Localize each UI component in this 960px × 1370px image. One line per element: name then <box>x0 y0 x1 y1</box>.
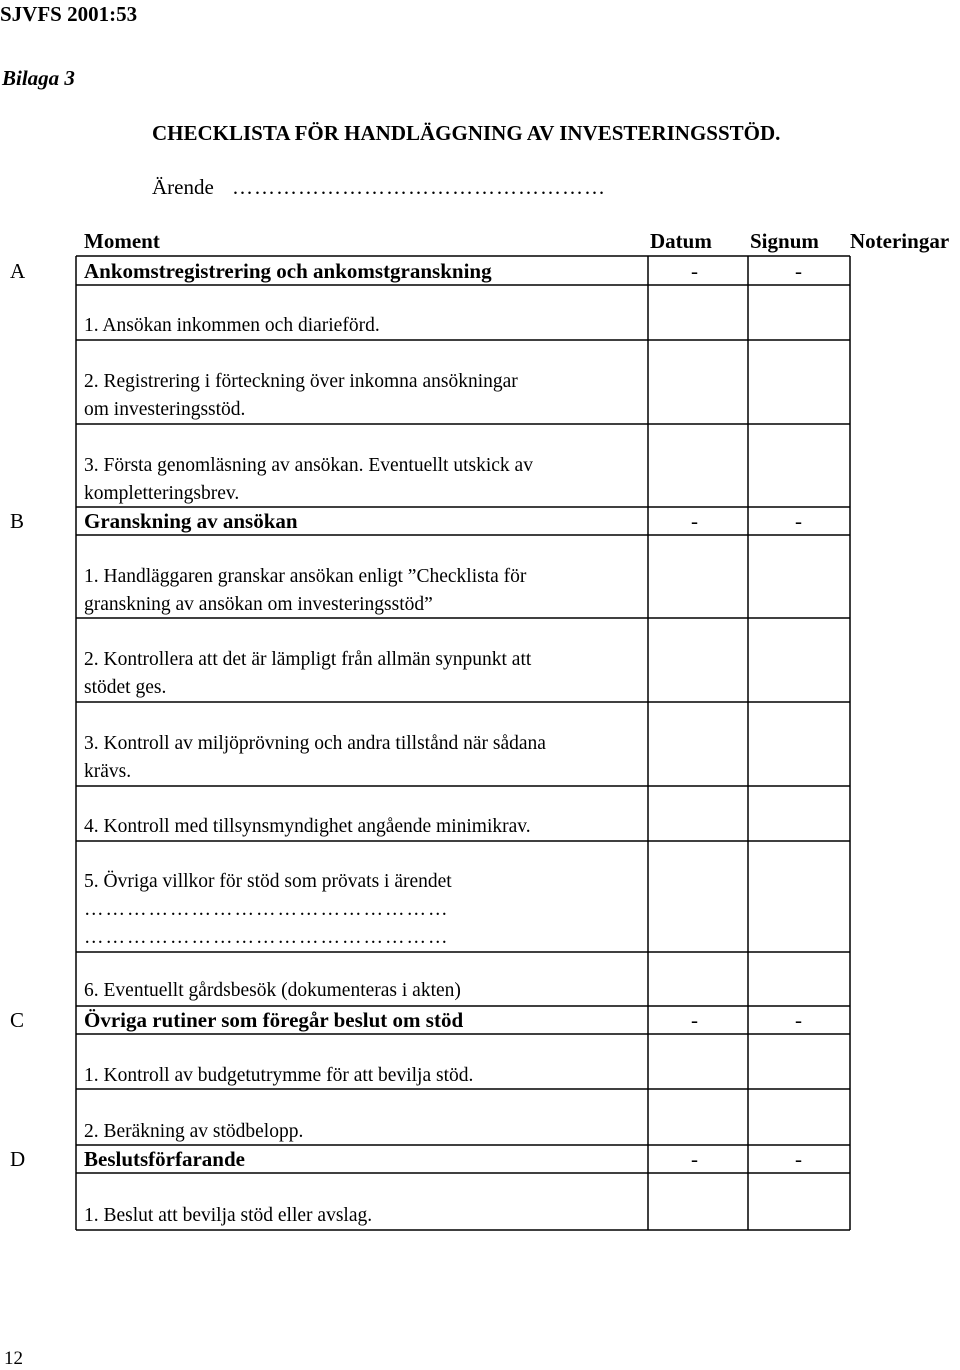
section-letter-b: B <box>10 509 25 533</box>
section-b-datum-dash: - <box>691 509 698 533</box>
section-b-signum-dash: - <box>795 509 802 533</box>
section-title-c: Övriga rutiner som föregår beslut om stöd <box>84 1008 464 1032</box>
page-number: 12 <box>4 1348 23 1369</box>
checklist-item-a3-line2: kompletteringsbrev. <box>84 483 240 504</box>
checklist-item-b4: 4. Kontroll med tillsynsmyndighet angående minimikrav. <box>84 816 531 837</box>
column-header-noteringar: Noteringar <box>850 229 950 253</box>
case-label: Ärende <box>152 175 214 199</box>
checklist-item-b2-line1: 2. Kontrollera att det är lämpligt från allmän synpunkt att <box>84 649 532 670</box>
checklist-item-b1-line2: granskning av ansökan om investeringsstöd” <box>84 594 433 615</box>
checklist-item-a2-line1: 2. Registrering i förteckning över inkomna ansökningar <box>84 371 518 392</box>
checklist-item-b3-line2: krävs. <box>84 761 132 782</box>
page-title: CHECKLISTA FÖR HANDLÄGGNING AV INVESTERINGSSTÖD. <box>152 121 781 145</box>
checklist-item-b3-line1: 3. Kontroll av miljöprövning och andra tillstånd när sådana <box>84 733 546 754</box>
section-d-signum-dash: - <box>795 1147 802 1171</box>
checklist-item-a2-line2: om investeringsstöd. <box>84 399 246 420</box>
checklist-item-c1: 1. Kontroll av budgetutrymme för att bevilja stöd. <box>84 1065 474 1086</box>
section-a-datum-dash: - <box>691 259 698 283</box>
document-code: SJVFS 2001:53 <box>0 2 138 26</box>
case-fill-line[interactable]: …………………………………………… <box>232 175 606 199</box>
section-letter-a: A <box>10 259 26 283</box>
section-title-a: Ankomstregistrering och ankomstgranskning <box>84 259 492 283</box>
checklist-item-d1: 1. Beslut att bevilja stöd eller avslag. <box>84 1205 373 1226</box>
section-letter-d: D <box>10 1147 26 1171</box>
checklist-item-a3-line1: 3. Första genomläsning av ansökan. Eventuellt utskick av <box>84 455 533 476</box>
checklist-item-b5-fill-line-1[interactable]: …………………………………………… <box>84 899 450 920</box>
checklist-item-b1-line1: 1. Handläggaren granskar ansökan enligt ”Checklista för <box>84 566 527 587</box>
checklist-item-b6: 6. Eventuellt gårdsbesök (dokumenteras i akten) <box>84 980 461 1001</box>
checklist-item-a1: 1. Ansökan inkommen och diarieförd. <box>84 315 380 336</box>
checklist-item-b5: 5. Övriga villkor för stöd som prövats i ärendet <box>84 871 452 892</box>
section-title-b: Granskning av ansökan <box>84 509 298 533</box>
checklist-item-b2-line2: stödet ges. <box>84 677 167 698</box>
annex-label: Bilaga 3 <box>2 66 75 90</box>
section-c-datum-dash: - <box>691 1008 698 1032</box>
section-c-signum-dash: - <box>795 1008 802 1032</box>
checklist-item-c2: 2. Beräkning av stödbelopp. <box>84 1121 304 1142</box>
column-header-datum: Datum <box>650 229 712 253</box>
checklist-item-b5-fill-line-2[interactable]: …………………………………………… <box>84 927 450 948</box>
section-letter-c: C <box>10 1008 25 1032</box>
section-title-d: Beslutsförfarande <box>84 1147 245 1171</box>
column-header-moment: Moment <box>84 229 160 253</box>
section-a-signum-dash: - <box>795 259 802 283</box>
section-d-datum-dash: - <box>691 1147 698 1171</box>
column-header-signum: Signum <box>750 229 819 253</box>
